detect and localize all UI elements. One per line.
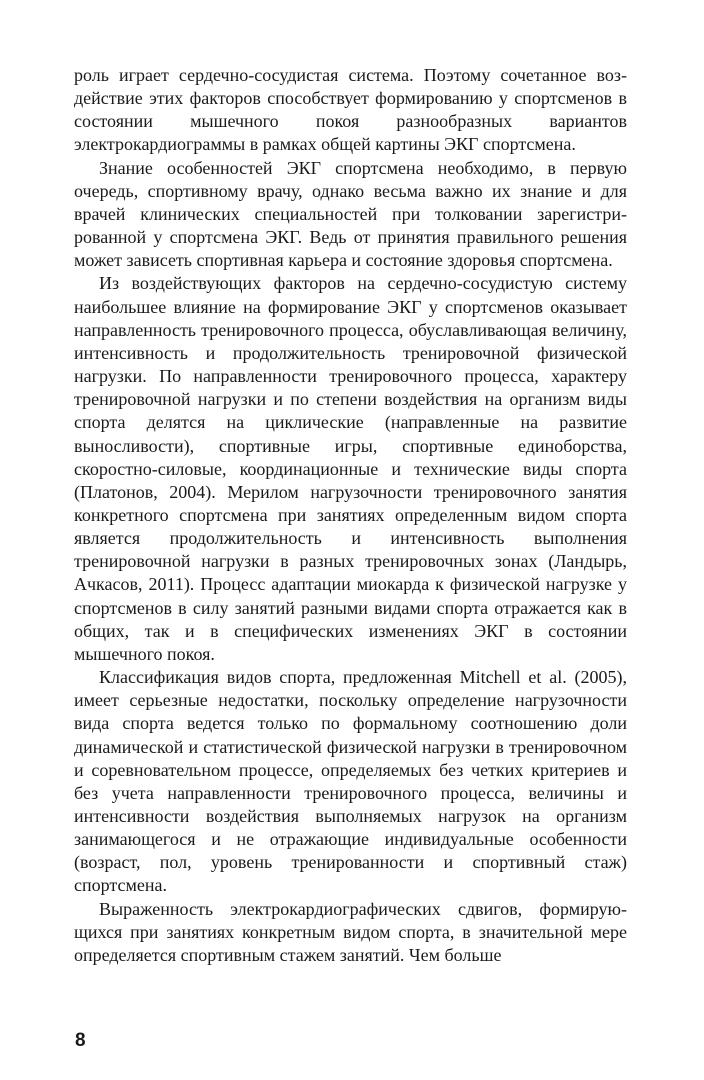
paragraph-4: Классификация видов спорта, предложенная Mitchell et al. (2005), имеет серьезные недостатки, поскольку определение нагрузочности вида спорта ведется только по формальному соотношению доли динамической и статистической физической нагрузки в тренировочном и соревновательном процессе, определяемых без четких критериев и без учета направленности тренировочного процесса, величины и интенсивности воздействия выполняемых нагрузок на организм занимающегося и не отражающие индивидуальные особенности (возраст, пол, уровень тренированности и спортивный стаж) спортсмена. <box>74 667 627 896</box>
paragraph-2: Знание особенностей ЭКГ спортсмена необходимо, в первую очередь, спортивному врачу, однако весьма важно их знание и для врачей клинических специальностей при толковании зарегистрированной у спортсмена ЭКГ. Ведь от принятия правильного решения может зависеть спортивная карьера и состояние здоровья спортсмена. <box>74 157 627 271</box>
paragraph-3: Из воздействующих факторов на сердечно-сосудистую систему наибольшее влияние на формирование ЭКГ у спортсменов оказывает направленность тренировочного процесса, обуславливающая величину, интенсивность и продолжительность тренировочной физической нагрузки. По направленности тренировочного процесса, характеру тренировочной нагрузки и по степени воздействия на организм виды спорта делятся на циклические (направленные на развитие выносливости), спортивные игры, спортивные единоборства, скоростно-силовые, координационные и технические виды спорта (Платонов, 2004). Мерилом нагрузочности тренировочного занятия конкретного спортсмена при занятиях определенным видом спорта является продолжительность и интенсивность выполнения тренировочной нагрузки в разных тренировочных зонах (Ландырь, Ачкасов, 2011). Процесс адаптации миокарда к физической нагрузке у спортсменов в силу занятий разными видами спорта отражается как в общих, так и в специфических изменениях ЭКГ в состоянии мышечного покоя. <box>74 273 627 664</box>
body-text <box>74 64 627 967</box>
paragraph-5: Выраженность электрокардиографических сдвигов, формирующихся при занятиях конкретным видом спорта, в значительной мере определяется спортивным стажем занятий. Чем больше <box>74 898 627 965</box>
page-number: 8 <box>75 1030 86 1051</box>
paragraph-1: роль играет сердечно-сосудистая система. Поэтому сочетанное воздействие этих факторов способствует формированию у спортсменов в состоянии мышечного покоя разнообразных вариантов электрокардиограммы в рамках общей картины ЭКГ спортсмена. <box>74 65 627 155</box>
